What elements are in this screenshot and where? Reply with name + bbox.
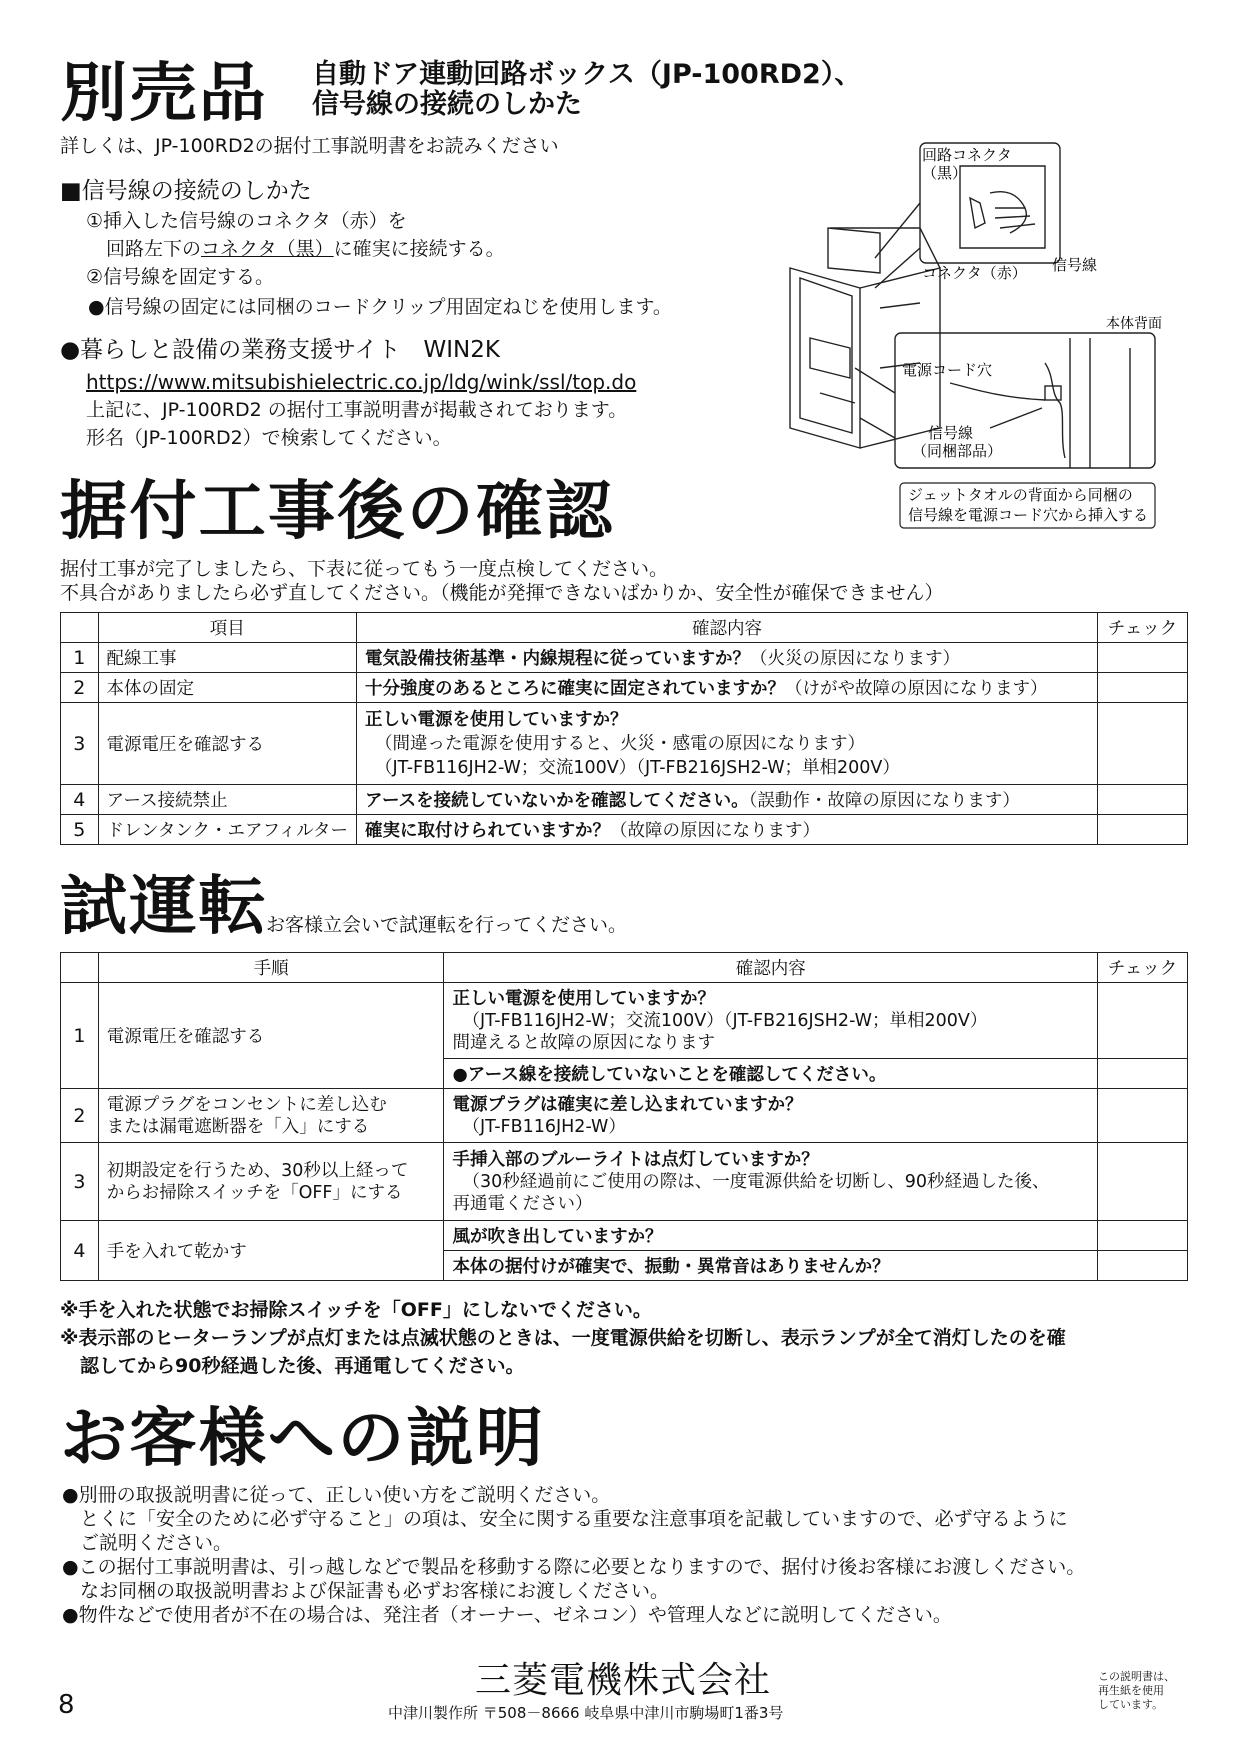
check-cell[interactable] [1098, 1143, 1188, 1221]
recycle-note-2: 再生紙を使用 [1098, 1684, 1164, 1697]
row-item: 配線工事 [98, 643, 356, 673]
fig-label-cord-hole: 電源コード穴 [902, 361, 993, 379]
check-intro-1: 据付工事が完了しましたら、下表に従ってもう一度点検してください。 [60, 558, 669, 580]
fig-label-signal-bundled-1: 信号線 [928, 424, 974, 442]
row-content-note: （けがや故障の原因になります） [784, 679, 1048, 699]
row-content-bold: 十分強度のあるところに確実に固定されていますか？ [364, 679, 785, 699]
header-blank [61, 613, 99, 643]
row-number: 3 [61, 703, 99, 785]
header-check: チェック [1098, 613, 1188, 643]
row-item-line2: からお掃除スイッチを「OFF」にする [106, 1182, 403, 1203]
row-item [98, 1089, 444, 1143]
explanation-bullet-1b: とくに「安全のために必ず守ること」の項は、安全に関する重要な注意事項を記載していますので、必ず守るように [80, 1508, 1068, 1530]
row-item: アース接続禁止 [98, 785, 356, 815]
explanation-bullet-3: ●物件などで使用者が不在の場合は、発注者（オーナー、ゼネコン）や管理人などに説明してください。 [62, 1604, 952, 1626]
row-content-line2: （間違った電源を使用すると、火災・感電の原因になります） [374, 733, 865, 754]
signal-connection-heading: ■信号線の接続のしかた [60, 178, 312, 204]
support-site-link[interactable]: https://www.mitsubishielectric.co.jp/ldg/wink/ssl/top.do [86, 370, 637, 394]
fig-label-signal: 信号線 [1052, 256, 1098, 274]
row-number: 1 [61, 643, 99, 673]
row-content-bold: 確実に取付けられていますか？ [364, 821, 610, 841]
row-content [356, 673, 1097, 703]
table-row [61, 1089, 1188, 1143]
table-row [61, 703, 1188, 785]
row-content [444, 1089, 1098, 1143]
row-item: ドレンタンク・エアフィルター [98, 815, 356, 845]
row-content-bold: 風が吹き出していますか？ [452, 1227, 663, 1247]
row-content-line2: （JT-FB116JH2-W） [462, 1116, 626, 1137]
check-cell[interactable] [1098, 1089, 1188, 1143]
options-intro: 詳しくは、JP-100RD2の据付工事説明書をお読みください [60, 135, 559, 157]
test-run-note-1: ※手を入れた状態でお掃除スイッチを「OFF」にしないでください。 [60, 1299, 652, 1321]
fig-label-connector-black-2: （黒） [922, 164, 968, 182]
section-title-customer-explanation: お客様への説明 [60, 1402, 546, 1476]
step1-line1: ①挿入した信号線のコネクタ（赤）を [86, 210, 407, 232]
table-header-row [61, 953, 1188, 983]
explanation-bullet-2b: なお同梱の取扱説明書および保証書も必ずお客様にお渡しください。 [80, 1580, 670, 1602]
row-number: 1 [61, 983, 99, 1089]
row-number: 2 [61, 673, 99, 703]
row-content [356, 643, 1097, 673]
row-content-line2: （JT-FB116JH2-W；交流100V）（JT-FB216JSH2-W；単相200V） [462, 1010, 988, 1031]
row-content-line3: （JT-FB116JH2-W；交流100V）（JT-FB216JSH2-W；単相200V） [374, 757, 900, 778]
row-content-line3: 間違えると故障の原因になります [452, 1032, 715, 1053]
table-row [61, 643, 1188, 673]
section-title-test-run: 試運転 [60, 870, 268, 944]
row-item-line2: または漏電遮断器を「入」にする [106, 1116, 370, 1137]
test-run-table [60, 952, 1188, 1281]
table-row [61, 983, 1188, 1059]
row-number: 4 [61, 785, 99, 815]
row-content [444, 1221, 1098, 1251]
row-content [356, 815, 1097, 845]
row-item: 電源電圧を確認する [98, 983, 444, 1089]
table-header-row [61, 613, 1188, 643]
row-content-bold: 本体の据付けが確実で、振動・異常音はありませんか？ [452, 1257, 890, 1277]
check-cell[interactable] [1098, 983, 1188, 1059]
row-content [444, 1143, 1098, 1221]
row-number: 5 [61, 815, 99, 845]
check-cell[interactable] [1098, 1251, 1188, 1281]
row-content-bold: 正しい電源を使用していますか？ [364, 709, 628, 730]
row-item-line1: 電源プラグをコンセントに差し込む [106, 1094, 387, 1115]
header-content: 確認内容 [356, 613, 1097, 643]
check-cell[interactable] [1098, 815, 1188, 845]
table-row [61, 1143, 1188, 1221]
row-content-bold: アースを接続していないかを確認してください。 [364, 791, 749, 811]
row-number: 2 [61, 1089, 99, 1143]
installation-figure [780, 138, 1180, 538]
recycle-note-3: しています。 [1098, 1698, 1164, 1711]
row-content-bold: ●アース線を接続していないことを確認してください。 [452, 1065, 887, 1085]
row-content [444, 1251, 1098, 1281]
table-row [61, 1221, 1188, 1251]
row-content-note: （故障の原因になります） [609, 821, 820, 841]
row-content-note: （誤動作・故障の原因になります） [748, 791, 1020, 811]
recycle-note-1: この説明書は、 [1098, 1670, 1175, 1683]
step1-line2 [106, 236, 505, 263]
options-subtitle-1: 自動ドア連動回路ボックス（JP-100RD2）、 [312, 59, 862, 90]
fig-label-signal-bundled-2: （同梱部品） [912, 442, 1003, 460]
header-check: チェック [1098, 953, 1188, 983]
row-item-line1: 初期設定を行うため、30秒以上経って [106, 1160, 409, 1181]
fig-caption-2: 信号線を電源コード穴から挿入する [908, 506, 1149, 524]
row-content [444, 1059, 1098, 1089]
header-item: 項目 [98, 613, 356, 643]
fig-label-connector-red: コネクタ（赤） [922, 264, 1027, 282]
row-item: 電源電圧を確認する [98, 703, 356, 785]
support-site-heading: ●暮らしと設備の業務支援サイト WIN2K [60, 337, 500, 363]
check-cell[interactable] [1098, 703, 1188, 785]
check-cell[interactable] [1098, 1059, 1188, 1089]
options-subtitle-2: 信号線の接続のしかた [312, 89, 582, 120]
table-row [61, 785, 1188, 815]
row-content-bold: 電気設備技術基準・内線規程に従っていますか？ [364, 649, 750, 669]
row-content-line3: 再通電ください） [452, 1193, 593, 1214]
step2-line: ②信号線を固定する。 [86, 266, 275, 288]
row-content-line2: （30秒経過前にご使用の際は、一度電源供給を切断し、90秒経過した後、 [462, 1171, 1050, 1192]
check-intro-2: 不具合がありましたら必ず直してください。（機能が発揮できないばかりか、安全性が確保できません） [60, 582, 944, 604]
step2-note: ●信号線の固定には同梱のコードクリップ用固定ねじを使用します。 [88, 296, 672, 318]
row-item: 手を入れて乾かす [98, 1221, 444, 1281]
check-cell[interactable] [1098, 785, 1188, 815]
table-row [61, 673, 1188, 703]
row-content-bold: 正しい電源を使用していますか？ [452, 988, 715, 1009]
header-step: 手順 [98, 953, 444, 983]
post-install-check-table [60, 612, 1188, 845]
support-site-note-2: 形名（JP-100RD2）で検索してください。 [86, 427, 452, 449]
check-cell[interactable] [1098, 1221, 1188, 1251]
test-run-note-2a: ※表示部のヒーターランプが点灯または点滅状態のときは、一度電源供給を切断し、表示ランプが全て消灯したのを確 [60, 1327, 1066, 1349]
table-row [61, 815, 1188, 845]
company-address: 中津川製作所 〒508－8666 岐阜県中津川市駒場町1番3号 [388, 1704, 784, 1722]
test-run-note-2b: 認してから90秒経過した後、再通電してください。 [80, 1355, 525, 1377]
header-content: 確認内容 [444, 953, 1098, 983]
step1-post: に確実に接続する。 [333, 238, 505, 260]
test-run-subtitle: お客様立会いで試運転を行ってください。 [266, 914, 628, 936]
step1-pre: 回路左下の [106, 238, 202, 260]
row-content-bold: 電源プラグは確実に差し込まれていますか？ [452, 1094, 803, 1115]
row-number: 4 [61, 1221, 99, 1281]
row-content-note: （火災の原因になります） [749, 649, 960, 669]
section-title-post-install-check: 据付工事後の確認 [60, 475, 615, 549]
section-title-options: 別売品 [60, 57, 268, 131]
check-cell[interactable] [1098, 643, 1188, 673]
fig-caption-1: ジェットタオルの背面から同梱の [908, 486, 1133, 504]
row-item: 本体の固定 [98, 673, 356, 703]
explanation-bullet-2a: ●この据付工事説明書は、引っ越しなどで製品を移動する際に必要となりますので、据付け後お客様にお渡しください。 [62, 1556, 1086, 1578]
fig-label-connector-black-1: 回路コネクタ [922, 146, 1012, 164]
support-site-note-1: 上記に、JP-100RD2 の据付工事説明書が掲載されております。 [86, 399, 628, 421]
fig-label-back: 本体背面 [1106, 316, 1162, 332]
company-name: 三菱電機株式会社 [475, 1660, 772, 1701]
row-content-bold: 手挿入部のブルーライトは点灯していますか？ [452, 1149, 819, 1170]
row-content [356, 703, 1097, 785]
row-item [98, 1143, 444, 1221]
explanation-bullet-1a: ●別冊の取扱説明書に従って、正しい使い方をご説明ください。 [62, 1484, 611, 1506]
explanation-bullet-1c: ご説明ください。 [80, 1532, 233, 1554]
row-content [356, 785, 1097, 815]
connector-black-label: コネクタ（黒） [201, 238, 334, 260]
header-blank [61, 953, 99, 983]
page-number: 8 [58, 1690, 75, 1720]
row-number: 3 [61, 1143, 99, 1221]
check-cell[interactable] [1098, 673, 1188, 703]
row-content [444, 983, 1098, 1059]
